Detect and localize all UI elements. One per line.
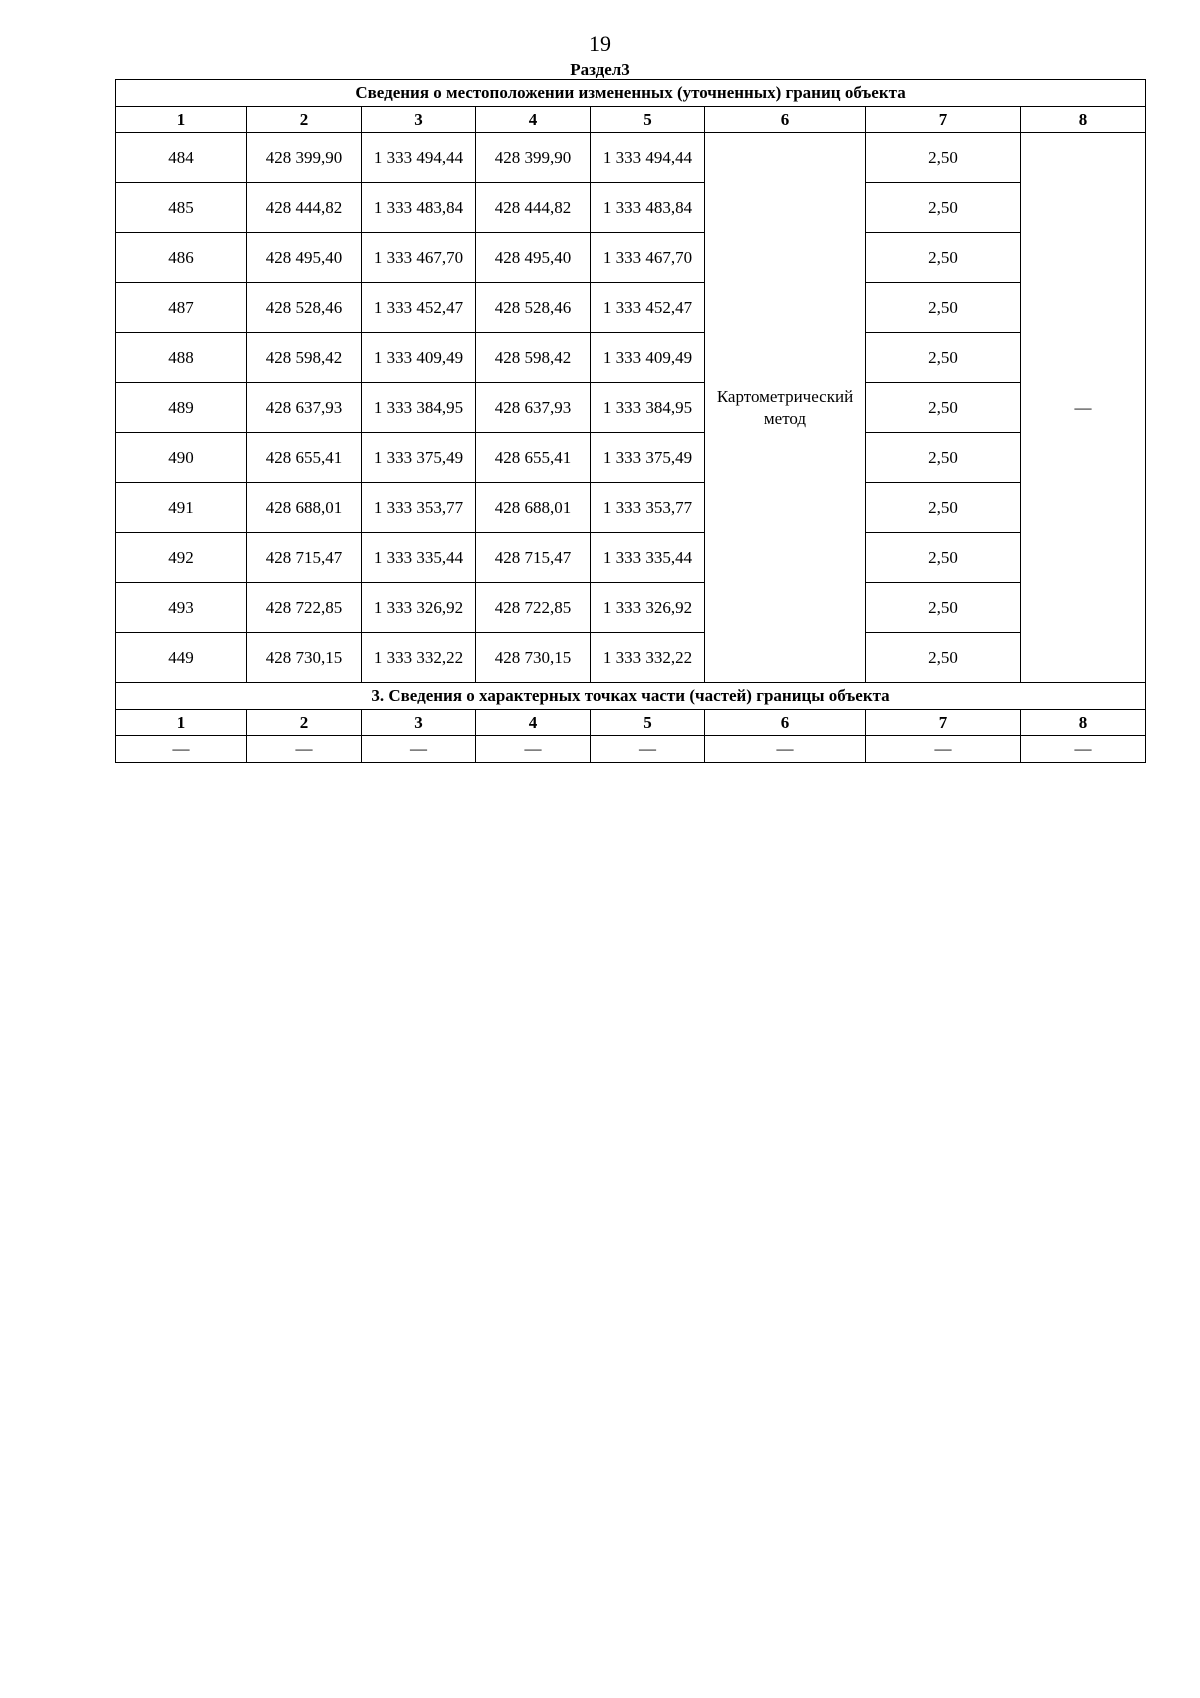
accuracy-cell: 2,50 bbox=[866, 283, 1021, 333]
column-number-4: 4 bbox=[476, 710, 591, 736]
column-number-2: 2 bbox=[247, 710, 362, 736]
table-cell: 1 333 375,49 bbox=[362, 433, 476, 483]
column-number-5: 5 bbox=[591, 107, 705, 133]
table-row bbox=[116, 233, 1146, 283]
table-cell: 1 333 494,44 bbox=[362, 133, 476, 183]
table-cell: 490 bbox=[116, 433, 247, 483]
accuracy-cell: 2,50 bbox=[866, 483, 1021, 533]
table2-column-numbers bbox=[116, 710, 1146, 736]
table-cell: 428 444,82 bbox=[247, 183, 362, 233]
table-cell: 428 399,90 bbox=[247, 133, 362, 183]
table-cell: 489 bbox=[116, 383, 247, 433]
table-row bbox=[116, 433, 1146, 483]
table-cell: 1 333 326,92 bbox=[362, 583, 476, 633]
table-cell: 449 bbox=[116, 633, 247, 683]
table-cell: 1 333 483,84 bbox=[591, 183, 705, 233]
table-cell: 1 333 384,95 bbox=[362, 383, 476, 433]
table-cell: 428 722,85 bbox=[476, 583, 591, 633]
table-cell: 428 598,42 bbox=[247, 333, 362, 383]
table-cell: 491 bbox=[116, 483, 247, 533]
table-cell: 486 bbox=[116, 233, 247, 283]
accuracy-cell: 2,50 bbox=[866, 133, 1021, 183]
accuracy-cell: 2,50 bbox=[866, 183, 1021, 233]
accuracy-cell: 2,50 bbox=[866, 583, 1021, 633]
table-cell: — bbox=[476, 736, 591, 763]
table2-title: 3. Сведения о характерных точках части (частей) границы объекта bbox=[116, 683, 1146, 710]
table-cell: 1 333 384,95 bbox=[591, 383, 705, 433]
table-cell: 428 715,47 bbox=[476, 533, 591, 583]
table-cell: 428 730,15 bbox=[247, 633, 362, 683]
table-cell: — bbox=[705, 736, 866, 763]
table-row bbox=[116, 283, 1146, 333]
table2-title-row bbox=[116, 683, 1146, 710]
column-number-6: 6 bbox=[705, 710, 866, 736]
table-cell: 1 333 452,47 bbox=[362, 283, 476, 333]
table-cell: 1 333 335,44 bbox=[591, 533, 705, 583]
table-cell: — bbox=[1021, 736, 1146, 763]
accuracy-cell: 2,50 bbox=[866, 233, 1021, 283]
table-cell: 428 722,85 bbox=[247, 583, 362, 633]
table-row bbox=[116, 736, 1146, 763]
table-cell: — bbox=[362, 736, 476, 763]
column8-cell: — bbox=[1021, 133, 1146, 683]
table-body bbox=[116, 80, 1146, 763]
table-cell: 488 bbox=[116, 333, 247, 383]
table-cell: — bbox=[866, 736, 1021, 763]
table-cell: 1 333 326,92 bbox=[591, 583, 705, 633]
table-cell: 493 bbox=[116, 583, 247, 633]
table1-title-row bbox=[116, 80, 1146, 107]
table-cell: 1 333 467,70 bbox=[362, 233, 476, 283]
table-cell: 1 333 335,44 bbox=[362, 533, 476, 583]
boundary-table bbox=[115, 79, 1146, 763]
table1-title: Сведения о местоположении измененных (уточненных) границ объекта bbox=[116, 80, 1146, 107]
table-cell: 428 637,93 bbox=[476, 383, 591, 433]
table-cell: 1 333 332,22 bbox=[362, 633, 476, 683]
column-number-6: 6 bbox=[705, 107, 866, 133]
table-cell: 428 399,90 bbox=[476, 133, 591, 183]
table-row bbox=[116, 383, 1146, 433]
table-cell: — bbox=[116, 736, 247, 763]
table-cell: 1 333 353,77 bbox=[591, 483, 705, 533]
table-cell: 428 495,40 bbox=[476, 233, 591, 283]
table-cell: 428 715,47 bbox=[247, 533, 362, 583]
table-cell: 1 333 467,70 bbox=[591, 233, 705, 283]
table-row bbox=[116, 633, 1146, 683]
column-number-5: 5 bbox=[591, 710, 705, 736]
table-cell: 428 688,01 bbox=[247, 483, 362, 533]
table-cell: 485 bbox=[116, 183, 247, 233]
table-cell: 428 444,82 bbox=[476, 183, 591, 233]
column-number-7: 7 bbox=[866, 710, 1021, 736]
table1-column-numbers bbox=[116, 107, 1146, 133]
table-cell: 1 333 353,77 bbox=[362, 483, 476, 533]
table-cell: 492 bbox=[116, 533, 247, 583]
table-row bbox=[116, 583, 1146, 633]
method-cell: Картометрический метод bbox=[705, 133, 866, 683]
table-cell: 1 333 409,49 bbox=[591, 333, 705, 383]
column-number-4: 4 bbox=[476, 107, 591, 133]
accuracy-cell: 2,50 bbox=[866, 433, 1021, 483]
table-cell: 428 655,41 bbox=[476, 433, 591, 483]
column-number-3: 3 bbox=[362, 710, 476, 736]
section-label: Раздел3 bbox=[570, 60, 630, 79]
table-cell: 428 598,42 bbox=[476, 333, 591, 383]
column-number-3: 3 bbox=[362, 107, 476, 133]
table-cell: 428 688,01 bbox=[476, 483, 591, 533]
table-cell: 1 333 452,47 bbox=[591, 283, 705, 333]
table-cell: 487 bbox=[116, 283, 247, 333]
table-cell: 428 637,93 bbox=[247, 383, 362, 433]
table-cell: 428 528,46 bbox=[476, 283, 591, 333]
table-cell: 428 495,40 bbox=[247, 233, 362, 283]
column-number-1: 1 bbox=[116, 710, 247, 736]
table-row bbox=[116, 183, 1146, 233]
table-cell: 1 333 375,49 bbox=[591, 433, 705, 483]
table-cell: — bbox=[591, 736, 705, 763]
column-number-2: 2 bbox=[247, 107, 362, 133]
table-cell: 428 528,46 bbox=[247, 283, 362, 333]
table-cell: 1 333 332,22 bbox=[591, 633, 705, 683]
page-number: 19 bbox=[589, 31, 611, 56]
table-row bbox=[116, 483, 1146, 533]
column-number-8: 8 bbox=[1021, 710, 1146, 736]
column-number-1: 1 bbox=[116, 107, 247, 133]
table-cell: 428 730,15 bbox=[476, 633, 591, 683]
accuracy-cell: 2,50 bbox=[866, 633, 1021, 683]
table-cell: 1 333 409,49 bbox=[362, 333, 476, 383]
table-cell: — bbox=[247, 736, 362, 763]
column-number-8: 8 bbox=[1021, 107, 1146, 133]
table-row bbox=[116, 333, 1146, 383]
column-number-7: 7 bbox=[866, 107, 1021, 133]
table-cell: 484 bbox=[116, 133, 247, 183]
table-cell: 428 655,41 bbox=[247, 433, 362, 483]
accuracy-cell: 2,50 bbox=[866, 383, 1021, 433]
table-row bbox=[116, 133, 1146, 183]
accuracy-cell: 2,50 bbox=[866, 333, 1021, 383]
table-row bbox=[116, 533, 1146, 583]
accuracy-cell: 2,50 bbox=[866, 533, 1021, 583]
table-cell: 1 333 483,84 bbox=[362, 183, 476, 233]
table-cell: 1 333 494,44 bbox=[591, 133, 705, 183]
